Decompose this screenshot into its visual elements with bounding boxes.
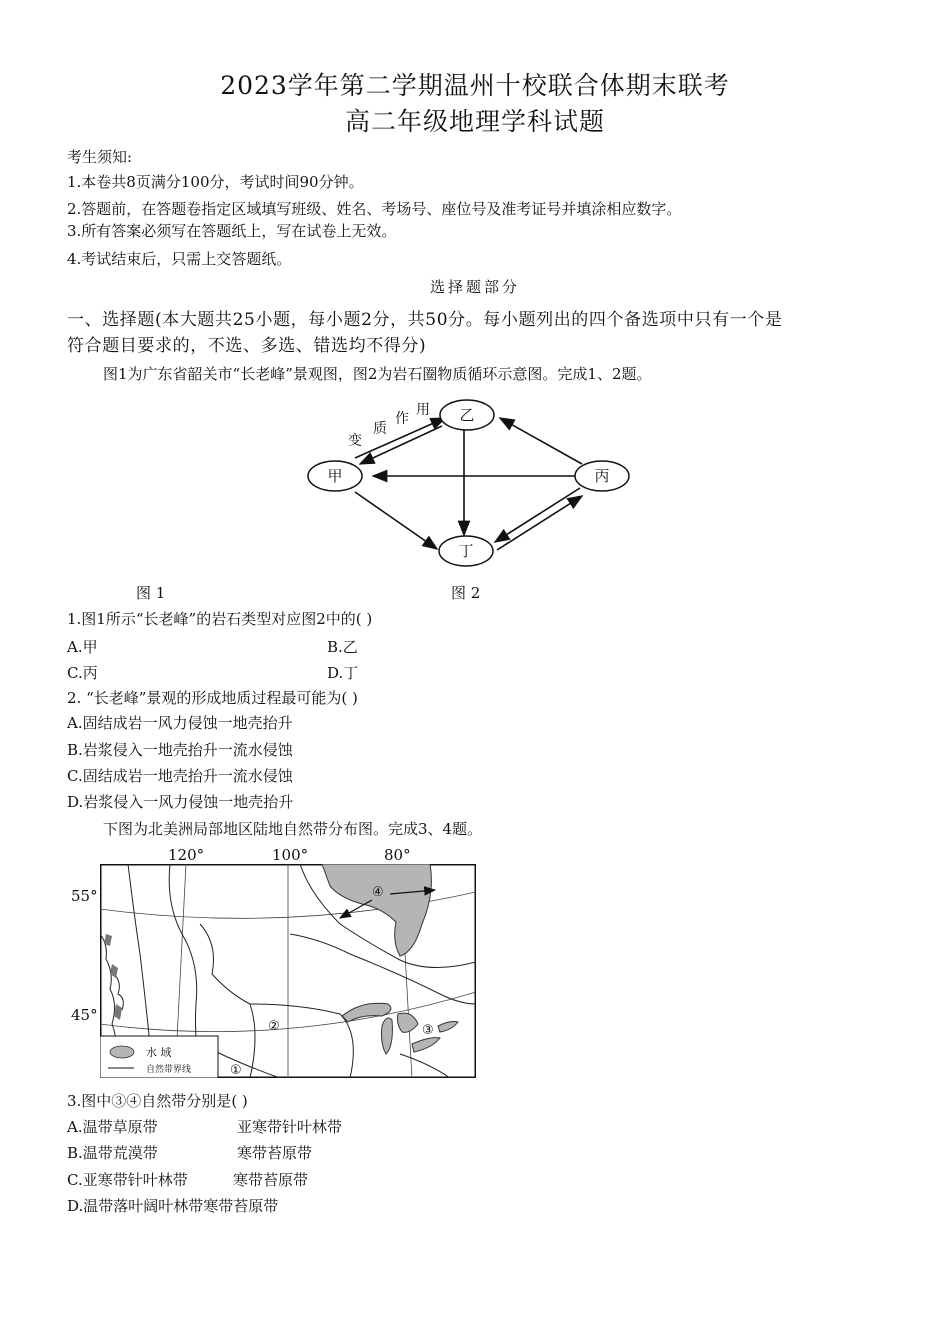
notice-item: 4.考试结束后，只需上交答题纸。 [67, 250, 292, 268]
node-label-ding: 丁 [458, 542, 474, 560]
q3-option-c-part1[interactable]: C.亚寒带针叶林带 [67, 1171, 188, 1189]
zone-label-1: ① [230, 1063, 242, 1078]
q2-stem: 2. “长老峰”景观的形成地质过程最可能为( ) [67, 689, 358, 707]
rock-cycle-diagram [290, 392, 650, 577]
q1-stem: 1.图1所示“长老峰”的岩石类型对应图2中的( ) [67, 610, 373, 628]
figure2-caption: 图 2 [451, 584, 481, 602]
legend-line-label: 自然带界线 [146, 1065, 192, 1075]
arrow-bing-to-yi [500, 418, 582, 464]
metamorphism-char: 作 [395, 411, 409, 427]
q2-option-d[interactable]: D.岩浆侵入一风力侵蚀一地壳抬升 [67, 793, 294, 811]
notice-heading: 考生须知: [67, 148, 133, 166]
zone-label-2: ② [268, 1019, 280, 1034]
q3-stem: 3.图中③④自然带分别是( ) [67, 1092, 248, 1110]
node-label-bing: 丙 [594, 467, 610, 485]
notice-item: 2.答题前，在答题卷指定区域填写班级、姓名、考场号、座位号及准考证号并填涂相应数字。 [67, 200, 682, 218]
map-legend [100, 1036, 218, 1078]
q3-option-b-part2[interactable]: 寒带苔原带 [237, 1144, 313, 1162]
q3-option-d[interactable]: D.温带落叶阔叶林带寒带苔原带 [67, 1197, 279, 1215]
metamorphism-char: 变 [348, 433, 362, 449]
lat-label-55: 55° [71, 887, 98, 905]
notice-item: 3.所有答案必须写在答题纸上，写在试卷上无效。 [67, 222, 397, 240]
node-label-yi: 乙 [459, 406, 475, 424]
q3-option-c-part2[interactable]: 寒带苔原带 [233, 1171, 309, 1189]
exam-subtitle: 高二年级地理学科试题 [344, 107, 605, 136]
figure1-caption: 图 1 [136, 584, 166, 602]
section-instructions-line1: 一、选择题(本大题共25小题，每小题2分，共50分。每小题列出的四个备选项中只有一个是 [67, 310, 783, 330]
legend-water-swatch [110, 1046, 134, 1058]
q2-option-c[interactable]: C.固结成岩一地壳抬升一流水侵蚀 [67, 767, 293, 785]
zone-label-3: ③ [422, 1023, 434, 1038]
q1-option-a[interactable]: A.甲 [67, 638, 98, 656]
notice-item: 1.本卷共8页满分100分，考试时间90分钟。 [67, 173, 364, 191]
q2-option-b[interactable]: B.岩浆侵入一地壳抬升一流水侵蚀 [67, 741, 293, 759]
lat-label-45: 45° [71, 1006, 98, 1024]
zone-label-4: ④ [372, 885, 384, 900]
q3-option-a-part2[interactable]: 亚寒带针叶林带 [237, 1118, 343, 1136]
q1-option-c[interactable]: C.丙 [67, 664, 98, 682]
arrow-jia-to-ding [355, 492, 437, 549]
exam-title: 2023学年第二学期温州十校联合体期末联考 [220, 71, 730, 100]
legend-water-label: 水 域 [146, 1046, 172, 1059]
arrow-bing-to-ding [495, 488, 580, 542]
q1-option-b[interactable]: B.乙 [327, 638, 358, 656]
part-title: 选择题部分 [429, 278, 520, 296]
intro-q3-4: 下图为北美洲局部地区陆地自然带分布图。完成3、4题。 [103, 820, 483, 838]
q3-option-a-part1[interactable]: A.温带草原带 [67, 1118, 158, 1136]
north-america-natural-zones-map [100, 864, 476, 1078]
q1-option-d[interactable]: D.丁 [327, 664, 359, 682]
arrow-ding-to-bing [497, 496, 582, 550]
lon-label-120: 120° [168, 846, 205, 864]
q3-option-b-part1[interactable]: B.温带荒漠带 [67, 1144, 158, 1162]
q2-option-a[interactable]: A.固结成岩一风力侵蚀一地壳抬升 [67, 714, 293, 732]
metamorphism-char: 用 [416, 402, 430, 418]
lon-label-100: 100° [272, 846, 309, 864]
intro-q1-2: 图1为广东省韶关市“长老峰”景观图，图2为岩石圈物质循环示意图。完成1、2题。 [103, 365, 652, 383]
metamorphism-char: 质 [373, 421, 387, 437]
node-label-jia: 甲 [327, 467, 343, 485]
lon-label-80: 80° [384, 846, 411, 864]
section-instructions-line2: 符合题目要求的，不选、多选、错选均不得分) [67, 336, 427, 356]
